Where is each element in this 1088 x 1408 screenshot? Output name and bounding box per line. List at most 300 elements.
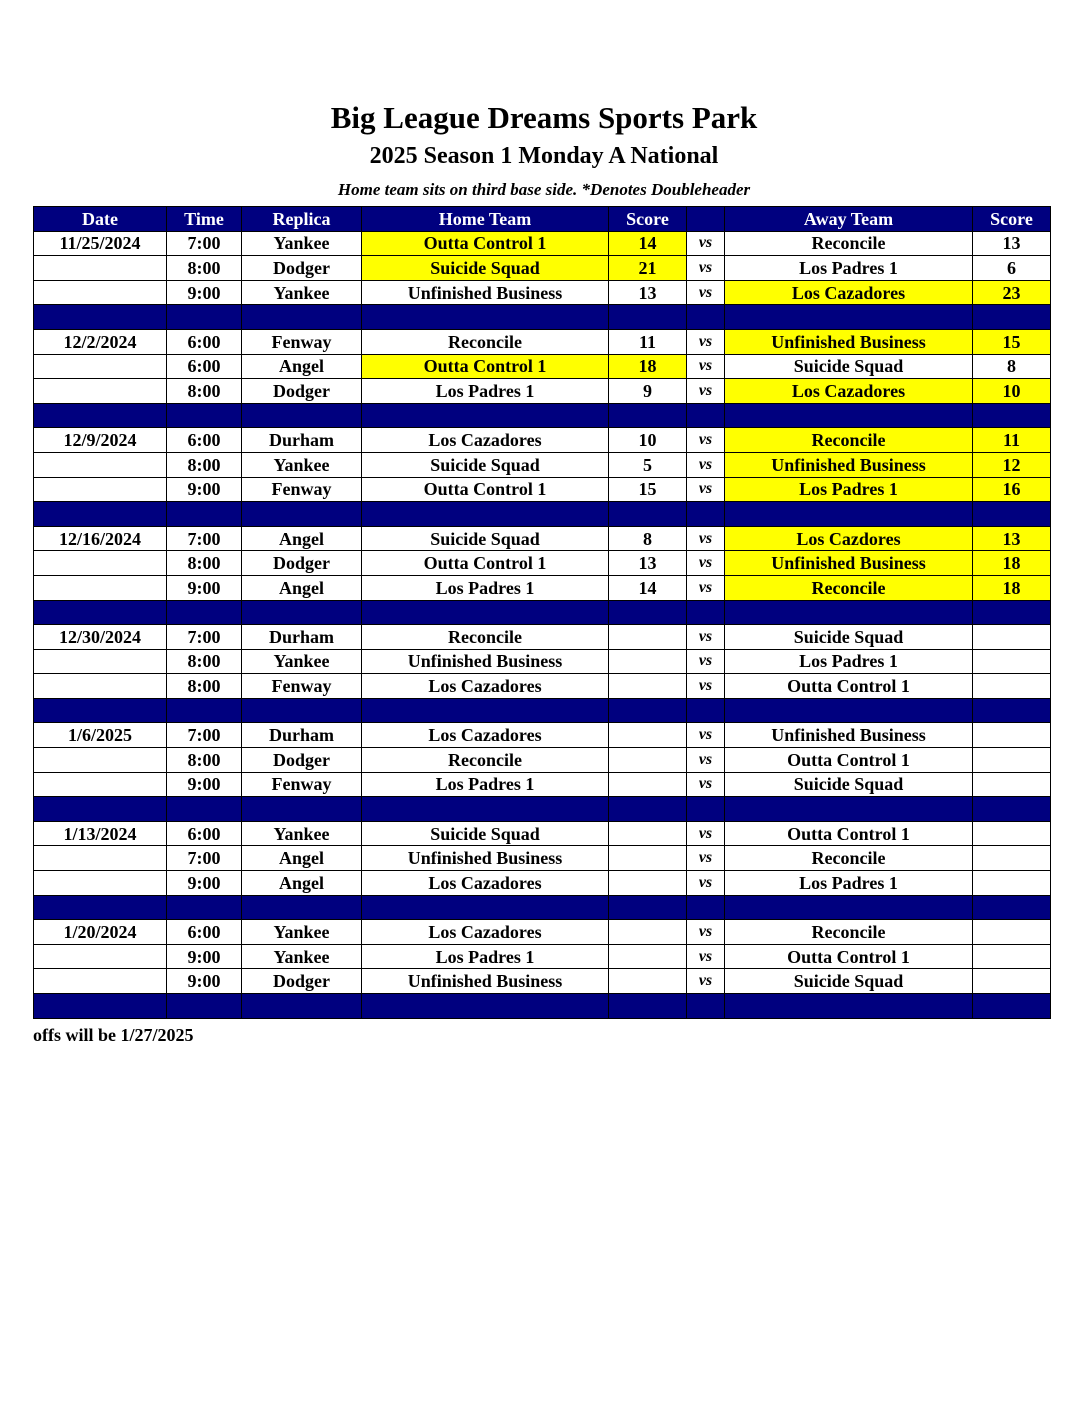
date-cell <box>34 969 167 994</box>
separator-cell <box>167 698 242 723</box>
replica-cell: Yankee <box>242 821 362 846</box>
col-home-score: Score <box>609 207 687 232</box>
week-separator-row <box>34 698 1051 723</box>
separator-cell <box>725 895 973 920</box>
separator-cell <box>242 797 362 822</box>
separator-cell <box>167 797 242 822</box>
time-cell: 7:00 <box>167 846 242 871</box>
home-score-cell: 8 <box>609 526 687 551</box>
replica-cell: Yankee <box>242 231 362 256</box>
time-cell: 6:00 <box>167 920 242 945</box>
home-score-cell <box>609 748 687 773</box>
away-team-cell: Los Padres 1 <box>725 256 973 281</box>
home-team-cell: Unfinished Business <box>362 649 609 674</box>
time-cell: 8:00 <box>167 551 242 576</box>
away-team-cell: Outta Control 1 <box>725 944 973 969</box>
home-score-cell <box>609 674 687 699</box>
away-team-cell: Reconcile <box>725 575 973 600</box>
vs-cell: vs <box>687 379 725 404</box>
time-cell: 9:00 <box>167 575 242 600</box>
vs-cell: vs <box>687 969 725 994</box>
date-cell <box>34 551 167 576</box>
separator-cell <box>725 305 973 330</box>
separator-cell <box>973 305 1051 330</box>
separator-cell <box>362 305 609 330</box>
replica-cell: Yankee <box>242 280 362 305</box>
away-team-cell: Unfinished Business <box>725 452 973 477</box>
home-score-cell <box>609 846 687 871</box>
date-cell: 1/6/2025 <box>34 723 167 748</box>
vs-cell: vs <box>687 674 725 699</box>
replica-cell: Angel <box>242 354 362 379</box>
table-row <box>34 625 1051 650</box>
separator-cell <box>362 600 609 625</box>
col-away-team: Away Team <box>725 207 973 232</box>
away-team-cell: Los Padres 1 <box>725 871 973 896</box>
away-score-cell <box>973 772 1051 797</box>
separator-cell <box>34 994 167 1019</box>
away-team-cell: Suicide Squad <box>725 772 973 797</box>
home-score-cell: 18 <box>609 354 687 379</box>
home-team-cell: Los Cazadores <box>362 428 609 453</box>
separator-cell <box>725 600 973 625</box>
week-separator-row <box>34 994 1051 1019</box>
date-cell: 12/2/2024 <box>34 329 167 354</box>
home-score-cell: 21 <box>609 256 687 281</box>
date-cell <box>34 748 167 773</box>
home-team-cell: Suicide Squad <box>362 256 609 281</box>
vs-cell: vs <box>687 871 725 896</box>
home-score-cell <box>609 821 687 846</box>
vs-cell: vs <box>687 920 725 945</box>
away-team-cell: Los Cazadores <box>725 280 973 305</box>
away-score-cell <box>973 821 1051 846</box>
time-cell: 8:00 <box>167 256 242 281</box>
col-replica: Replica <box>242 207 362 232</box>
home-score-cell: 5 <box>609 452 687 477</box>
separator-cell <box>242 600 362 625</box>
separator-cell <box>609 305 687 330</box>
home-score-cell <box>609 625 687 650</box>
separator-cell <box>609 600 687 625</box>
playoffs-footnote: offs will be 1/27/2025 <box>33 1025 194 1045</box>
table-row <box>34 231 1051 256</box>
table-row <box>34 871 1051 896</box>
separator-cell <box>362 502 609 527</box>
home-team-cell: Suicide Squad <box>362 452 609 477</box>
table-row <box>34 821 1051 846</box>
away-score-cell <box>973 920 1051 945</box>
separator-cell <box>362 403 609 428</box>
home-team-cell: Outta Control 1 <box>362 551 609 576</box>
separator-cell <box>167 994 242 1019</box>
replica-cell: Yankee <box>242 920 362 945</box>
away-score-cell: 18 <box>973 551 1051 576</box>
home-team-cell: Reconcile <box>362 625 609 650</box>
week-separator-row <box>34 403 1051 428</box>
away-score-cell: 11 <box>973 428 1051 453</box>
away-score-cell <box>973 871 1051 896</box>
time-cell: 9:00 <box>167 280 242 305</box>
col-time: Time <box>167 207 242 232</box>
away-score-cell: 16 <box>973 477 1051 502</box>
separator-cell <box>973 895 1051 920</box>
separator-cell <box>609 994 687 1019</box>
time-cell: 9:00 <box>167 477 242 502</box>
time-cell: 8:00 <box>167 748 242 773</box>
table-row <box>34 354 1051 379</box>
away-score-cell <box>973 649 1051 674</box>
home-score-cell: 13 <box>609 551 687 576</box>
time-cell: 6:00 <box>167 329 242 354</box>
away-score-cell <box>973 944 1051 969</box>
home-team-cell: Reconcile <box>362 748 609 773</box>
date-cell: 12/16/2024 <box>34 526 167 551</box>
home-score-cell <box>609 649 687 674</box>
away-team-cell: Los Padres 1 <box>725 649 973 674</box>
home-team-cell: Unfinished Business <box>362 280 609 305</box>
time-cell: 7:00 <box>167 723 242 748</box>
time-cell: 8:00 <box>167 649 242 674</box>
separator-cell <box>362 994 609 1019</box>
week-separator-row <box>34 895 1051 920</box>
vs-cell: vs <box>687 649 725 674</box>
separator-cell <box>167 895 242 920</box>
separator-cell <box>242 994 362 1019</box>
home-score-cell: 14 <box>609 575 687 600</box>
date-cell <box>34 944 167 969</box>
schedule-note: Home team sits on third base side. *Denotes Doubleheader <box>337 180 751 199</box>
separator-cell <box>609 797 687 822</box>
time-cell: 9:00 <box>167 871 242 896</box>
date-cell: 1/13/2024 <box>34 821 167 846</box>
away-team-cell: Suicide Squad <box>725 354 973 379</box>
vs-cell: vs <box>687 846 725 871</box>
away-team-cell: Los Cazadores <box>725 379 973 404</box>
vs-cell: vs <box>687 526 725 551</box>
date-cell <box>34 649 167 674</box>
separator-cell <box>973 698 1051 723</box>
home-team-cell: Outta Control 1 <box>362 354 609 379</box>
away-score-cell: 13 <box>973 231 1051 256</box>
time-cell: 9:00 <box>167 969 242 994</box>
vs-cell: vs <box>687 551 725 576</box>
away-team-cell: Reconcile <box>725 846 973 871</box>
away-score-cell <box>973 846 1051 871</box>
separator-cell <box>725 698 973 723</box>
vs-cell: vs <box>687 944 725 969</box>
page-title: Big League Dreams Sports Park <box>330 100 758 135</box>
home-team-cell: Los Padres 1 <box>362 944 609 969</box>
home-team-cell: Los Padres 1 <box>362 379 609 404</box>
separator-cell <box>687 403 725 428</box>
home-team-cell: Los Padres 1 <box>362 772 609 797</box>
replica-cell: Fenway <box>242 329 362 354</box>
home-score-cell: 9 <box>609 379 687 404</box>
time-cell: 9:00 <box>167 944 242 969</box>
date-cell <box>34 772 167 797</box>
away-team-cell: Suicide Squad <box>725 969 973 994</box>
separator-cell <box>609 698 687 723</box>
away-score-cell <box>973 674 1051 699</box>
week-separator-row <box>34 797 1051 822</box>
date-cell <box>34 871 167 896</box>
separator-cell <box>687 895 725 920</box>
vs-cell: vs <box>687 329 725 354</box>
table-row <box>34 944 1051 969</box>
away-team-cell: Unfinished Business <box>725 329 973 354</box>
separator-cell <box>34 698 167 723</box>
home-score-cell: 11 <box>609 329 687 354</box>
vs-cell: vs <box>687 723 725 748</box>
table-row <box>34 329 1051 354</box>
replica-cell: Dodger <box>242 969 362 994</box>
vs-cell: vs <box>687 428 725 453</box>
separator-cell <box>34 305 167 330</box>
replica-cell: Durham <box>242 428 362 453</box>
table-row <box>34 379 1051 404</box>
separator-cell <box>167 502 242 527</box>
table-row <box>34 526 1051 551</box>
separator-cell <box>973 994 1051 1019</box>
separator-cell <box>687 502 725 527</box>
separator-cell <box>242 895 362 920</box>
date-cell: 12/30/2024 <box>34 625 167 650</box>
date-cell <box>34 846 167 871</box>
replica-cell: Yankee <box>242 649 362 674</box>
table-row <box>34 649 1051 674</box>
separator-cell <box>973 403 1051 428</box>
date-cell <box>34 477 167 502</box>
table-row <box>34 452 1051 477</box>
date-cell <box>34 452 167 477</box>
away-score-cell: 15 <box>973 329 1051 354</box>
away-score-cell: 23 <box>973 280 1051 305</box>
col-away-score: Score <box>973 207 1051 232</box>
table-row <box>34 723 1051 748</box>
time-cell: 9:00 <box>167 772 242 797</box>
separator-cell <box>34 895 167 920</box>
schedule-table <box>33 206 1051 1019</box>
time-cell: 7:00 <box>167 625 242 650</box>
home-score-cell <box>609 772 687 797</box>
separator-cell <box>242 305 362 330</box>
replica-cell: Yankee <box>242 452 362 477</box>
away-team-cell: Unfinished Business <box>725 723 973 748</box>
table-row <box>34 280 1051 305</box>
away-score-cell: 13 <box>973 526 1051 551</box>
home-score-cell: 10 <box>609 428 687 453</box>
away-score-cell: 8 <box>973 354 1051 379</box>
away-score-cell: 12 <box>973 452 1051 477</box>
replica-cell: Angel <box>242 575 362 600</box>
vs-cell: vs <box>687 821 725 846</box>
home-score-cell: 15 <box>609 477 687 502</box>
date-cell <box>34 256 167 281</box>
separator-cell <box>609 895 687 920</box>
separator-cell <box>167 403 242 428</box>
away-score-cell: 6 <box>973 256 1051 281</box>
table-row <box>34 920 1051 945</box>
replica-cell: Dodger <box>242 379 362 404</box>
home-score-cell <box>609 871 687 896</box>
away-team-cell: Reconcile <box>725 920 973 945</box>
replica-cell: Fenway <box>242 477 362 502</box>
separator-cell <box>362 797 609 822</box>
separator-cell <box>687 698 725 723</box>
separator-cell <box>687 797 725 822</box>
vs-cell: vs <box>687 477 725 502</box>
away-score-cell <box>973 625 1051 650</box>
date-cell <box>34 280 167 305</box>
replica-cell: Yankee <box>242 944 362 969</box>
home-team-cell: Los Padres 1 <box>362 575 609 600</box>
date-cell <box>34 575 167 600</box>
home-team-cell: Reconcile <box>362 329 609 354</box>
date-cell: 11/25/2024 <box>34 231 167 256</box>
away-score-cell <box>973 969 1051 994</box>
away-score-cell: 18 <box>973 575 1051 600</box>
home-score-cell <box>609 920 687 945</box>
table-row <box>34 428 1051 453</box>
separator-cell <box>362 698 609 723</box>
vs-cell: vs <box>687 354 725 379</box>
replica-cell: Angel <box>242 526 362 551</box>
replica-cell: Dodger <box>242 551 362 576</box>
away-score-cell: 10 <box>973 379 1051 404</box>
home-team-cell: Los Cazadores <box>362 723 609 748</box>
replica-cell: Angel <box>242 871 362 896</box>
home-team-cell: Outta Control 1 <box>362 477 609 502</box>
replica-cell: Dodger <box>242 748 362 773</box>
home-score-cell <box>609 723 687 748</box>
vs-cell: vs <box>687 772 725 797</box>
vs-cell: vs <box>687 256 725 281</box>
separator-cell <box>609 403 687 428</box>
table-row <box>34 575 1051 600</box>
table-row <box>34 772 1051 797</box>
separator-cell <box>167 600 242 625</box>
time-cell: 6:00 <box>167 821 242 846</box>
separator-cell <box>242 502 362 527</box>
time-cell: 6:00 <box>167 354 242 379</box>
table-row <box>34 256 1051 281</box>
vs-cell: vs <box>687 452 725 477</box>
separator-cell <box>242 698 362 723</box>
away-team-cell: Outta Control 1 <box>725 821 973 846</box>
separator-cell <box>242 403 362 428</box>
separator-cell <box>725 797 973 822</box>
home-team-cell: Suicide Squad <box>362 526 609 551</box>
time-cell: 8:00 <box>167 674 242 699</box>
separator-cell <box>725 403 973 428</box>
time-cell: 7:00 <box>167 231 242 256</box>
vs-cell: vs <box>687 231 725 256</box>
separator-cell <box>973 797 1051 822</box>
away-score-cell <box>973 723 1051 748</box>
home-score-cell <box>609 969 687 994</box>
away-score-cell <box>973 748 1051 773</box>
separator-cell <box>687 305 725 330</box>
home-score-cell: 14 <box>609 231 687 256</box>
away-team-cell: Unfinished Business <box>725 551 973 576</box>
away-team-cell: Los Cazdores <box>725 526 973 551</box>
replica-cell: Fenway <box>242 674 362 699</box>
table-row <box>34 477 1051 502</box>
home-score-cell <box>609 944 687 969</box>
separator-cell <box>34 403 167 428</box>
home-team-cell: Suicide Squad <box>362 821 609 846</box>
home-team-cell: Outta Control 1 <box>362 231 609 256</box>
vs-cell: vs <box>687 280 725 305</box>
separator-cell <box>973 502 1051 527</box>
replica-cell: Fenway <box>242 772 362 797</box>
away-team-cell: Reconcile <box>725 231 973 256</box>
col-date: Date <box>34 207 167 232</box>
separator-cell <box>34 502 167 527</box>
vs-cell: vs <box>687 575 725 600</box>
vs-cell: vs <box>687 748 725 773</box>
week-separator-row <box>34 600 1051 625</box>
replica-cell: Dodger <box>242 256 362 281</box>
home-score-cell: 13 <box>609 280 687 305</box>
home-team-cell: Los Cazadores <box>362 871 609 896</box>
time-cell: 8:00 <box>167 379 242 404</box>
home-team-cell: Los Cazadores <box>362 674 609 699</box>
time-cell: 7:00 <box>167 526 242 551</box>
season-subtitle: 2025 Season 1 Monday A National <box>369 143 719 169</box>
schedule-body <box>34 231 1051 1018</box>
date-cell <box>34 674 167 699</box>
separator-cell <box>973 600 1051 625</box>
table-header-row <box>34 207 1051 232</box>
separator-cell <box>167 305 242 330</box>
replica-cell: Angel <box>242 846 362 871</box>
time-cell: 6:00 <box>167 428 242 453</box>
table-row <box>34 846 1051 871</box>
away-team-cell: Outta Control 1 <box>725 674 973 699</box>
replica-cell: Durham <box>242 723 362 748</box>
table-row <box>34 551 1051 576</box>
vs-cell: vs <box>687 625 725 650</box>
week-separator-row <box>34 305 1051 330</box>
separator-cell <box>362 895 609 920</box>
table-row <box>34 969 1051 994</box>
separator-cell <box>687 994 725 1019</box>
home-team-cell: Los Cazadores <box>362 920 609 945</box>
table-row <box>34 748 1051 773</box>
away-team-cell: Outta Control 1 <box>725 748 973 773</box>
date-cell <box>34 354 167 379</box>
table-row <box>34 674 1051 699</box>
away-team-cell: Los Padres 1 <box>725 477 973 502</box>
separator-cell <box>687 600 725 625</box>
separator-cell <box>34 600 167 625</box>
home-team-cell: Unfinished Business <box>362 969 609 994</box>
date-cell: 1/20/2024 <box>34 920 167 945</box>
separator-cell <box>34 797 167 822</box>
date-cell: 12/9/2024 <box>34 428 167 453</box>
col-vs <box>687 207 725 232</box>
col-home-team: Home Team <box>362 207 609 232</box>
week-separator-row <box>34 502 1051 527</box>
home-team-cell: Unfinished Business <box>362 846 609 871</box>
away-team-cell: Reconcile <box>725 428 973 453</box>
separator-cell <box>609 502 687 527</box>
replica-cell: Durham <box>242 625 362 650</box>
away-team-cell: Suicide Squad <box>725 625 973 650</box>
date-cell <box>34 379 167 404</box>
